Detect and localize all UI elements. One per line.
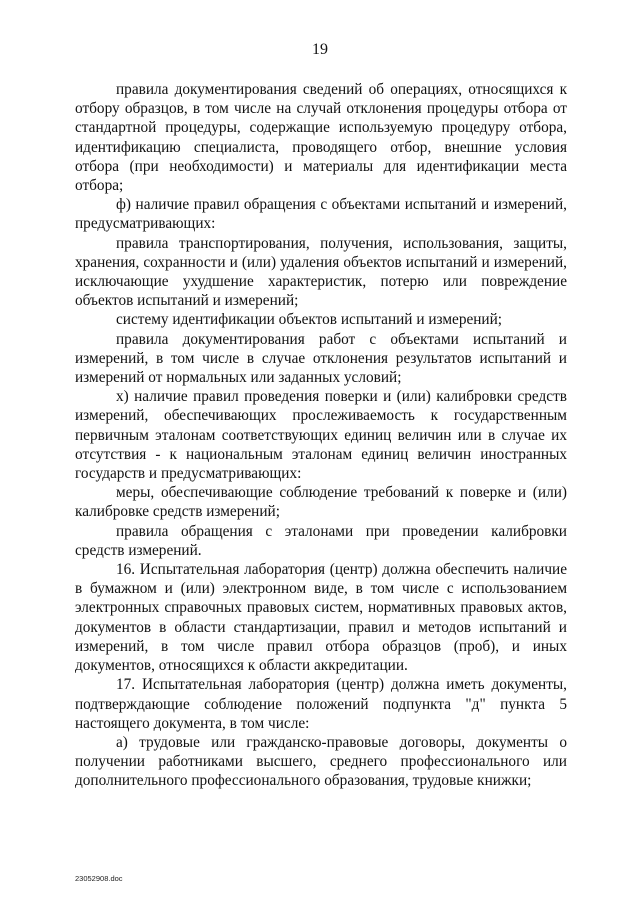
paragraph: правила документирования работ с объектами испытаний и измерений, в том числе в случае отклонения результатов испытаний и измерений от нормальных или заданных условий;: [75, 330, 567, 387]
paragraph: систему идентификации объектов испытаний и измерений;: [116, 311, 503, 329]
paragraph: ф) наличие правил обращения с объектами испытаний и измерений, предусматривающих:: [75, 196, 567, 233]
paragraph: х) наличие правил проведения поверки и (или) калибровки средств измерений, обеспечивающих прослеживаемость к государственным первичным эталонам соответствующих единиц величин или в случае их отсутствия - к национальным эталонам единиц величин иностранных государств и предусматривающих:: [75, 388, 567, 483]
paragraph: 16. Испытательная лаборатория (центр) должна обеспечить наличие в бумажном и (или) электронном виде, в том числе с использованием электронных справочных правовых систем, нормативных правовых актов, документов в области стандартизации, правил и методов испытаний и измерений, в том числе правил отбора образцов (проб), и иных документов, относящихся к области аккредитации.: [75, 561, 567, 675]
page-number: 19: [312, 41, 328, 58]
footer-filename: 23052908.doc: [75, 874, 123, 883]
paragraph: правила документирования сведений об операциях, относящихся к отбору образцов, в том числе на случай отклонения процедуры отбора от стандартной процедуры, содержащие используемую процедуру отбора, идентификацию специалиста, проводящего отбор, внешние условия отбора (при необходимости) и материалы для идентификации места отбора;: [75, 81, 567, 195]
paragraph: меры, обеспечивающие соблюдение требований к поверке и (или) калибровке средств измерений;: [75, 484, 567, 521]
paragraph: 17. Испытательная лаборатория (центр) должна иметь документы, подтверждающие соблюдение положений подпункта "д" пункта 5 настоящего документа, в том числе:: [75, 676, 567, 732]
paragraph: а) трудовые или гражданско-правовые договоры, документы о получении работниками высшего, среднего профессионального или дополнительного профессионального образования, трудовые книжки;: [75, 733, 567, 790]
paragraph: правила обращения с эталонами при проведении калибровки средств измерений.: [75, 522, 567, 559]
paragraph: правила транспортирования, получения, использования, защиты, хранения, сохранности и (или) удаления объектов испытаний и измерений, исключающие ухудшение характеристик, потерю или повреждение объектов испытаний и измерений;: [75, 234, 567, 310]
document-body: [75, 80, 567, 791]
